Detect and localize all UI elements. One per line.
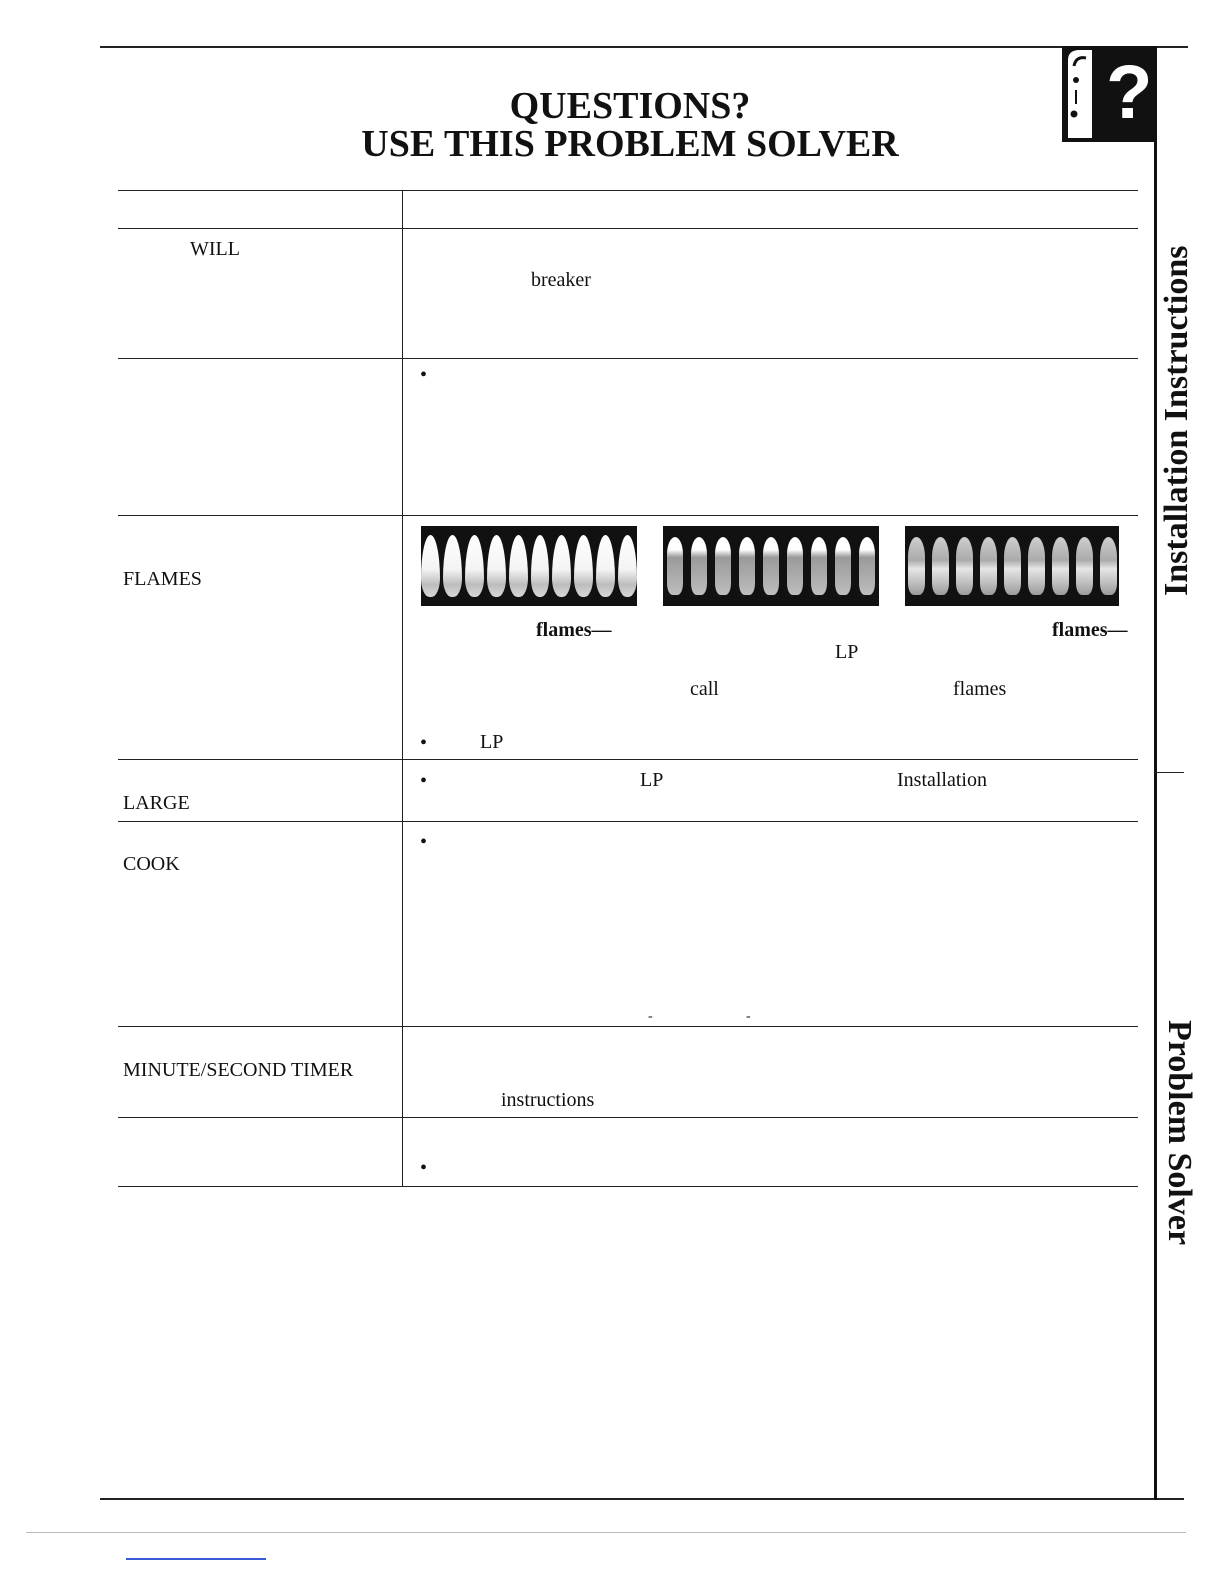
face-question-icon xyxy=(1062,46,1156,142)
problem-minute-second-timer: MINUTE/SECOND TIMER xyxy=(123,1059,354,1081)
row2-bullet: • xyxy=(420,364,428,386)
table-rule-3 xyxy=(118,759,1138,760)
flame xyxy=(509,535,528,597)
blue-flames-image xyxy=(663,526,879,606)
flame xyxy=(956,537,973,595)
table-rule-1 xyxy=(118,358,1138,359)
flame xyxy=(1076,537,1093,595)
page-title-line2: USE THIS PROBLEM SOLVER xyxy=(361,123,899,165)
side-tab-problem-solver: Problem Solver xyxy=(1161,1020,1198,1246)
flame xyxy=(1100,537,1117,595)
flame xyxy=(618,535,637,597)
side-rule xyxy=(1154,46,1157,1500)
flame xyxy=(1028,537,1045,595)
top-rule xyxy=(100,46,1188,48)
problem-cook: COOK xyxy=(123,853,180,875)
flame xyxy=(908,537,925,595)
problem-will: WILL xyxy=(190,238,240,260)
flame xyxy=(531,535,550,597)
footer-rule xyxy=(26,1532,1186,1533)
flame xyxy=(574,535,593,597)
timer-instructions: instructions xyxy=(501,1089,595,1111)
flame xyxy=(596,535,615,597)
flames-bullet: • xyxy=(420,732,428,754)
flame xyxy=(811,537,827,595)
yellow-tipped-flames-image xyxy=(905,526,1119,606)
flame xyxy=(1004,537,1021,595)
footer-link-underline xyxy=(126,1558,266,1560)
bottom-rule xyxy=(100,1498,1184,1500)
large-bullet: • xyxy=(420,770,428,792)
table-rule-6 xyxy=(118,1117,1138,1118)
flame xyxy=(715,537,731,595)
cook-dash-2: - xyxy=(746,1009,751,1024)
flame xyxy=(739,537,755,595)
caption-lp: LP xyxy=(835,641,859,663)
flame xyxy=(787,537,803,595)
flame xyxy=(443,535,462,597)
table-rule-head xyxy=(118,228,1138,229)
flame xyxy=(859,537,875,595)
flame xyxy=(691,537,707,595)
flames-bullet-lp: LP xyxy=(480,731,504,753)
caption-yellow-flames: flames— xyxy=(536,619,612,641)
flame xyxy=(465,535,484,597)
caption-yellow-tipped-flames: flames— xyxy=(1052,619,1128,641)
flame xyxy=(667,537,683,595)
table-rule-top xyxy=(118,190,1138,191)
flame xyxy=(932,537,949,595)
flame xyxy=(835,537,851,595)
cook-bullet: • xyxy=(420,831,428,853)
solution-breaker: breaker xyxy=(531,269,591,291)
svg-text:?: ? xyxy=(1106,50,1153,135)
table-rule-5 xyxy=(118,1026,1138,1027)
page-title-line1: QUESTIONS? xyxy=(509,85,751,127)
flame xyxy=(1052,537,1069,595)
row7-bullet: • xyxy=(420,1157,428,1179)
problem-flames: FLAMES xyxy=(123,568,202,590)
table-rule-4 xyxy=(118,821,1138,822)
flame xyxy=(487,535,506,597)
flame xyxy=(552,535,571,597)
flame xyxy=(980,537,997,595)
question-tab-icon xyxy=(1062,46,1156,142)
yellow-flames-image xyxy=(421,526,637,606)
cook-dash-1: - xyxy=(648,1009,653,1024)
side-divider xyxy=(1154,772,1184,773)
problem-large: LARGE xyxy=(123,792,190,814)
caption-flames: flames xyxy=(953,678,1007,700)
side-tab-installation: Installation Instructions xyxy=(1158,245,1195,596)
large-installation: Installation xyxy=(897,769,987,791)
caption-call: call xyxy=(690,678,719,700)
table-rule-bottom xyxy=(118,1186,1138,1187)
table-column-divider xyxy=(402,190,403,1187)
flame xyxy=(421,535,440,597)
large-lp: LP xyxy=(640,769,664,791)
table-rule-2 xyxy=(118,515,1138,516)
flame xyxy=(763,537,779,595)
